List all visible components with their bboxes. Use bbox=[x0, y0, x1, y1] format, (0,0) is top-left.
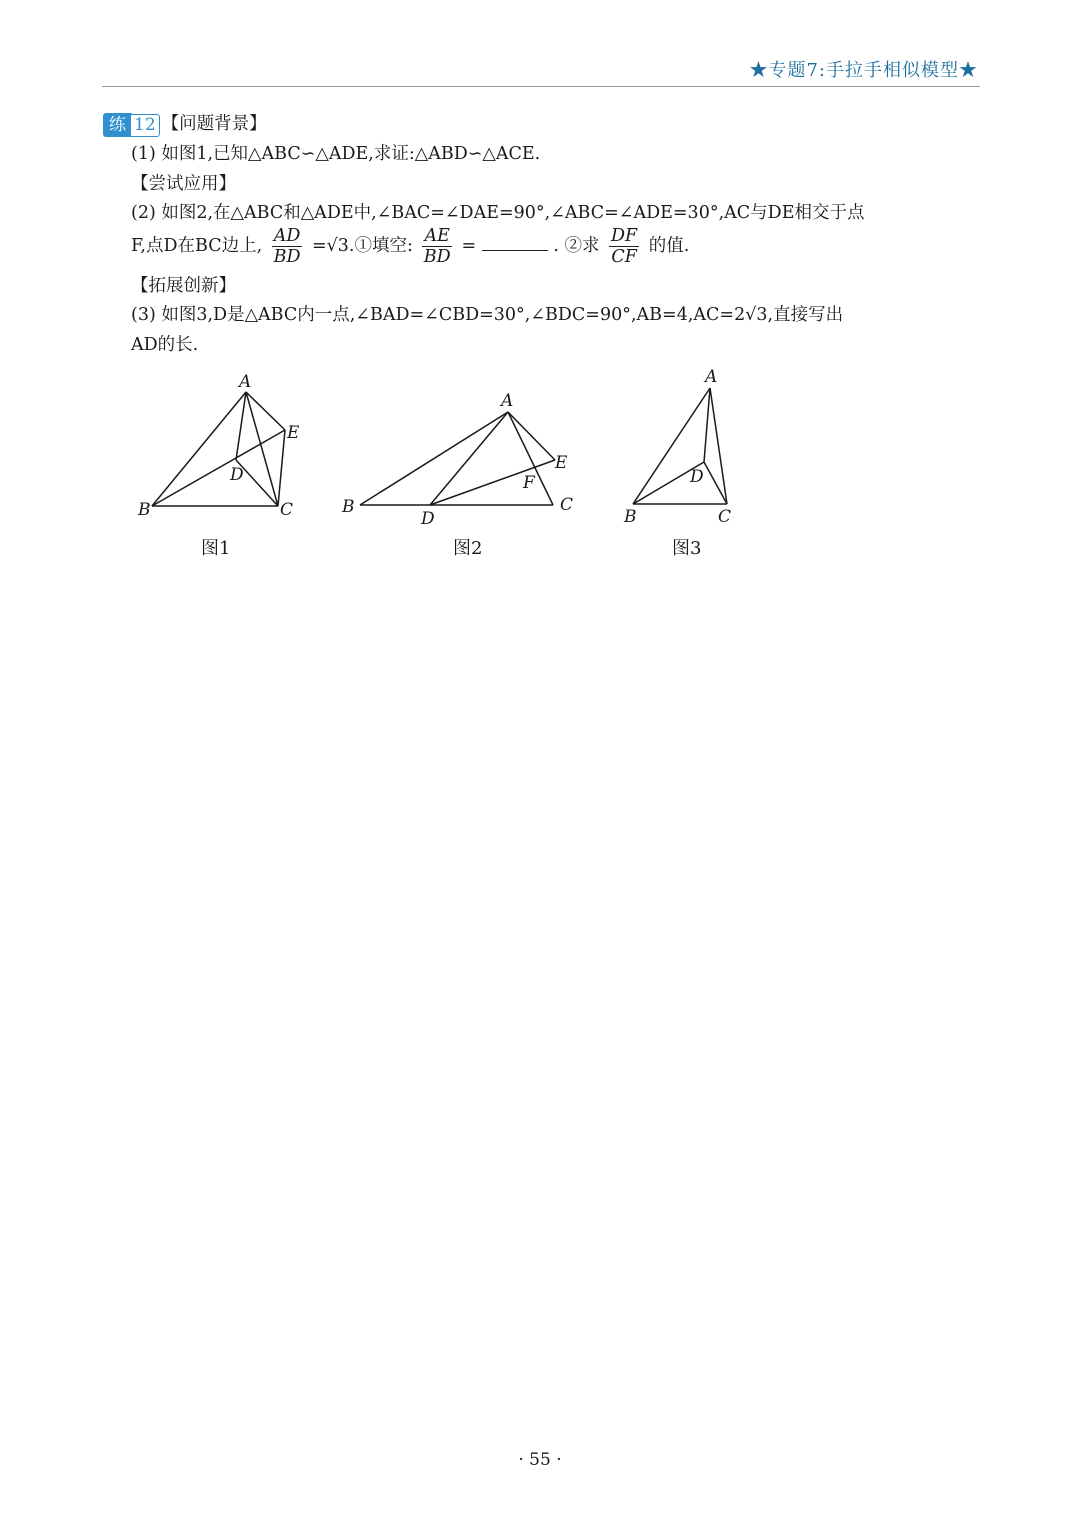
figure-2-diagram bbox=[335, 388, 585, 528]
fig1-label-c: C bbox=[280, 500, 294, 520]
fig1-label-a: A bbox=[239, 372, 252, 392]
q2-eq1: =√3.①填空: bbox=[311, 236, 413, 256]
figure-3-caption: 图3 bbox=[672, 538, 702, 559]
fig1-line-ab bbox=[152, 392, 246, 506]
fraction-ae-bd bbox=[422, 226, 451, 267]
fig1-line-ec bbox=[278, 430, 285, 506]
frac3-denominator: CF bbox=[611, 247, 637, 267]
section-trial: 【尝试应用】 bbox=[131, 174, 236, 194]
answer-blank[interactable] bbox=[482, 234, 548, 251]
fig3-line-ad bbox=[704, 388, 710, 462]
fig3-label-a: A bbox=[705, 367, 718, 387]
fig3-label-d: D bbox=[690, 467, 704, 487]
fig1-label-d: D bbox=[230, 465, 244, 485]
frac3-numerator: DF bbox=[611, 226, 638, 246]
fig2-label-a: A bbox=[501, 391, 514, 411]
fig3-line-ac bbox=[710, 388, 727, 504]
fraction-df-cf bbox=[609, 226, 639, 267]
fig2-line-ae bbox=[508, 412, 555, 460]
page-number: · 55 · bbox=[518, 1450, 562, 1470]
question-3-line2: AD的长. bbox=[131, 335, 199, 355]
fig1-label-e: E bbox=[287, 423, 300, 443]
fig1-line-be bbox=[152, 430, 285, 506]
problem-badge bbox=[103, 113, 160, 137]
fig2-label-d: D bbox=[421, 509, 435, 528]
frac2-denominator: BD bbox=[423, 247, 451, 267]
q2-start: F,点D在BC边上, bbox=[131, 236, 263, 256]
fraction-ad-bd bbox=[272, 226, 303, 267]
fig1-label-b: B bbox=[138, 500, 151, 520]
question-1: (1) 如图1,已知△ABC∽△ADE,求证:△ABD∽△ACE. bbox=[131, 144, 541, 164]
badge-number: 12 bbox=[130, 114, 160, 137]
question-2-line2 bbox=[131, 226, 689, 267]
frac1-denominator: BD bbox=[273, 247, 301, 267]
fig2-line-ab bbox=[360, 412, 508, 505]
fig2-label-f: F bbox=[523, 473, 535, 493]
page-header bbox=[102, 56, 980, 87]
problem-title-line bbox=[103, 110, 267, 137]
figure-2-caption: 图2 bbox=[453, 538, 483, 559]
section-background: 【问题背景】 bbox=[161, 114, 267, 134]
figure-1-caption: 图1 bbox=[201, 538, 231, 559]
frac1-numerator: AD bbox=[273, 226, 301, 246]
q2-after-blank: . ②求 bbox=[553, 236, 600, 256]
fig2-label-c: C bbox=[560, 495, 574, 515]
frac2-numerator: AE bbox=[424, 226, 450, 246]
q2-end: 的值. bbox=[648, 236, 690, 256]
fig3-label-b: B bbox=[624, 507, 637, 527]
figure-3-diagram bbox=[615, 362, 745, 527]
figure-1-diagram bbox=[130, 368, 310, 523]
fig2-label-e: E bbox=[555, 453, 568, 473]
q2-eq2: = bbox=[461, 236, 477, 256]
question-2-line1: (2) 如图2,在△ABC和△ADE中,∠BAC=∠DAE=90°,∠ABC=∠ADE=30°,AC与DE相交于点 bbox=[131, 203, 865, 223]
section-extension: 【拓展创新】 bbox=[131, 276, 236, 296]
header-title: ★专题7:手拉手相似模型★ bbox=[749, 60, 978, 81]
fig2-label-b: B bbox=[342, 497, 355, 517]
fig3-label-c: C bbox=[718, 507, 732, 527]
question-3-line1: (3) 如图3,D是△ABC内一点,∠BAD=∠CBD=30°,∠BDC=90°,AB=4,AC=2√3,直接写出 bbox=[131, 305, 844, 325]
badge-label: 练 bbox=[103, 113, 132, 137]
